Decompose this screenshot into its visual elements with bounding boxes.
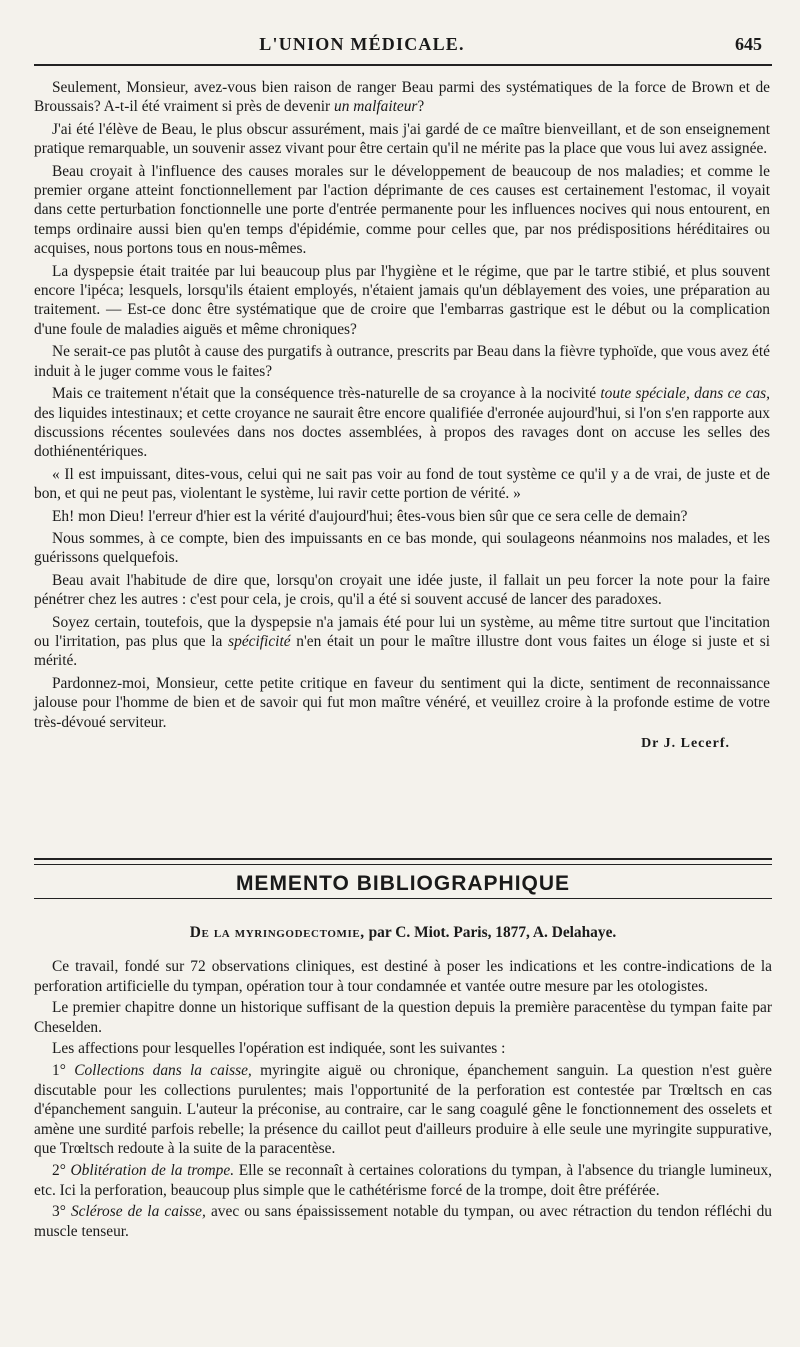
review-paragraph — [34, 1039, 772, 1059]
text-run: « Il est impuissant, dites-vous, celui qui ne sait pas voir au fond de tout système ce qu'il y a de vrai, de juste et de bon, et qui ne peut pas, violentant le système, lui ravir cette portion de vérité. » — [34, 465, 770, 503]
text-run: Beau croyait à l'influence des causes morales sur le développement de beaucoup de nos maladies; et comme le premier organe atteint fonctionnellement par l'action déprimante de ces causes est certainement l'estomac, il voyait dans cette perturbation fonctionnelle une porte d'entrée permanente pour les influences nocives qui nous entourent, en temps ordinaire aussi bien qu'en temps d'épidémie, comme pour celles que, par nos prédispositions héréditaires ou acquises, nous portons tous en nous-mêmes. — [34, 162, 770, 258]
italic-run: Collections dans la caisse, — [74, 1061, 252, 1079]
letter-paragraph — [34, 262, 770, 340]
running-head — [34, 34, 762, 60]
text-run: Elle se reconnaît à certaines colorations du tympan, à l'absence du triangle lumineux, etc. Ici la perforation, beaucoup plus simple que le cathétérisme forcé de la trompe, doit être préférée. — [34, 1161, 773, 1199]
text-run: Seulement, Monsieur, avez-vous bien raison de ranger Beau parmi des systématiques de la force de Brown et de Broussais? A-t-il été vraiment si près de devenir — [34, 79, 770, 116]
review-title: De la myringodectomie, — [189, 924, 365, 941]
letter-body — [34, 78, 770, 753]
letter-paragraph — [34, 674, 770, 732]
letter-paragraph — [34, 162, 770, 259]
letter-paragraph — [34, 78, 770, 117]
letter-paragraph — [34, 507, 770, 526]
letter-paragraph — [34, 384, 770, 462]
text-run: n'en était un pour le maître illustre dont vous faites un éloge si juste et si mérité. — [34, 632, 770, 670]
review-paragraph — [34, 1061, 772, 1159]
review-paragraph — [34, 1202, 772, 1241]
text-run: 3° — [52, 1203, 71, 1221]
text-run: Mais ce traitement n'était que la conséquence très-naturelle de sa croyance à la nocivité — [52, 385, 601, 403]
review-citation: par C. Miot. Paris, 1877, A. Delahaye. — [364, 924, 617, 941]
letter-paragraph — [34, 465, 770, 504]
letter-paragraph — [34, 613, 770, 671]
text-run: La dyspepsie était traitée par lui beaucoup plus par l'hygiène et le régime, que par le tartre stibié, et plus souvent encore l'ipéca; lesquels, lorsqu'ils étaient employés, n'étaient jamais qu'un déblayement des voies, une préparation au traitement. — Est-ce donc être systématique que de croire que l'embarras gastrique est le début ou la complication d'une foule de maladies aiguës et même chroniques? — [34, 262, 770, 338]
review-paragraph — [34, 1161, 772, 1200]
italic-run: Sclérose de la caisse, — [70, 1203, 206, 1221]
text-run: 2° — [52, 1161, 71, 1179]
review-paragraph — [34, 957, 772, 996]
header-rule — [34, 64, 772, 66]
letter-paragraph — [34, 571, 770, 610]
italic-run: un malfaiteur — [334, 98, 418, 116]
signature — [34, 734, 770, 753]
italic-run: spécificité — [228, 632, 291, 650]
text-run: ? — [417, 98, 425, 116]
section-rule — [34, 898, 772, 899]
journal-title: L'UNION MÉDICALE. — [259, 34, 465, 54]
section-title: MEMENTO BIBLIOGRAPHIQUE — [235, 872, 571, 895]
text-run: Ce travail, fondé sur 72 observations cliniques, est destiné à poser les indications et les contre-indications de la perforation artificielle du tympan, opération tour à tour condamnée et vantée outre mesure par les otologistes. — [34, 958, 772, 995]
text-run: Les affections pour lesquelles l'opération est indiquée, sont les suivantes : — [52, 1040, 506, 1058]
review-body — [34, 957, 772, 1241]
text-run: myringite aiguë ou chronique, épanchement sanguin. La question n'est guère discutable pour les collections purulentes; mais l'opportunité de la perforation est contestée par Trœltsch en cas d'épanchement sanguin. L'auteur la préconise, au contraire, car le sang coagulé gêne le fonctionnement des osselets et amène une surdité parfois rebelle; la présence du caillot peut d'ailleurs produire à elle seule une myringite suppurative, que Trœltsch redoute à la suite de la paracentèse. — [34, 1061, 772, 1158]
text-run: avec ou sans épaississement notable du tympan, ou avec rétraction du tendon réfléchi du muscle tenseur. — [34, 1203, 772, 1240]
letter-paragraph — [34, 529, 770, 568]
text-run: des liquides intestinaux; et cette croyance ne saurait être encore qualifiée d'erronée aujourd'hui, si l'on s'en rapporte aux discussions récentes soulevées dans nos doctes assemblées, à propos des ravages dont on accuse les selles des dothiénentériques. — [34, 404, 770, 461]
section-double-rule — [34, 858, 772, 865]
review-heading — [34, 924, 772, 942]
italic-run: toute spéciale, dans ce cas, — [600, 385, 770, 403]
text-run: Nous sommes, à ce compte, bien des impuissants en ce bas monde, qui soulageons néanmoins nos malades, et les guérissons quelquefois. — [34, 529, 770, 567]
text-run: Beau avait l'habitude de dire que, lorsqu'on croyait une idée juste, il fallait un peu forcer la note pour la faire pénétrer chez les autres : c'est pour cela, je crois, qu'il a été si souvent accusé de lancer des paradoxes. — [34, 571, 770, 609]
text-run: 1° — [52, 1061, 75, 1079]
text-run: Eh! mon Dieu! l'erreur d'hier est la vérité d'aujourd'hui; êtes-vous bien sûr que ce sera celle de demain? — [52, 507, 688, 525]
review-paragraph — [34, 998, 772, 1037]
text-run: J'ai été l'élève de Beau, le plus obscur assurément, mais j'ai gardé de ce maître bienveillant, et de son enseignement pratique remarquable, un souvenir assez vivant pour être certain qu'il ne mérite pas la place que vous lui avez assignée. — [34, 120, 770, 158]
letter-paragraph — [34, 120, 770, 159]
letter-paragraph — [34, 342, 770, 381]
page-number: 645 — [735, 34, 762, 54]
text-run: Pardonnez-moi, Monsieur, cette petite critique en faveur du sentiment qui la dicte, sentiment de reconnaissance jalouse pour l'homme de bien et de savoir qui fut mon maître vénéré, et veuillez croire à la profonde estime de votre très-dévoué serviteur. — [34, 674, 770, 731]
text-run: Soyez certain, toutefois, que la dyspepsie n'a jamais été pour lui un système, au même titre surtout que l'incitation ou l'irritation, pas plus que la — [34, 613, 770, 650]
text-run: Le premier chapitre donne un historique suffisant de la question depuis la première paracentèse du tympan faite par Cheselden. — [34, 999, 772, 1036]
italic-run: Oblitération de la trompe. — [70, 1161, 235, 1179]
signature-text: Dr J. Lecerf. — [641, 736, 730, 751]
text-run: Ne serait-ce pas plutôt à cause des purgatifs à outrance, prescrits par Beau dans la fièvre typhoïde, que vous avez été induit à le juger comme vous le faites? — [34, 343, 770, 380]
